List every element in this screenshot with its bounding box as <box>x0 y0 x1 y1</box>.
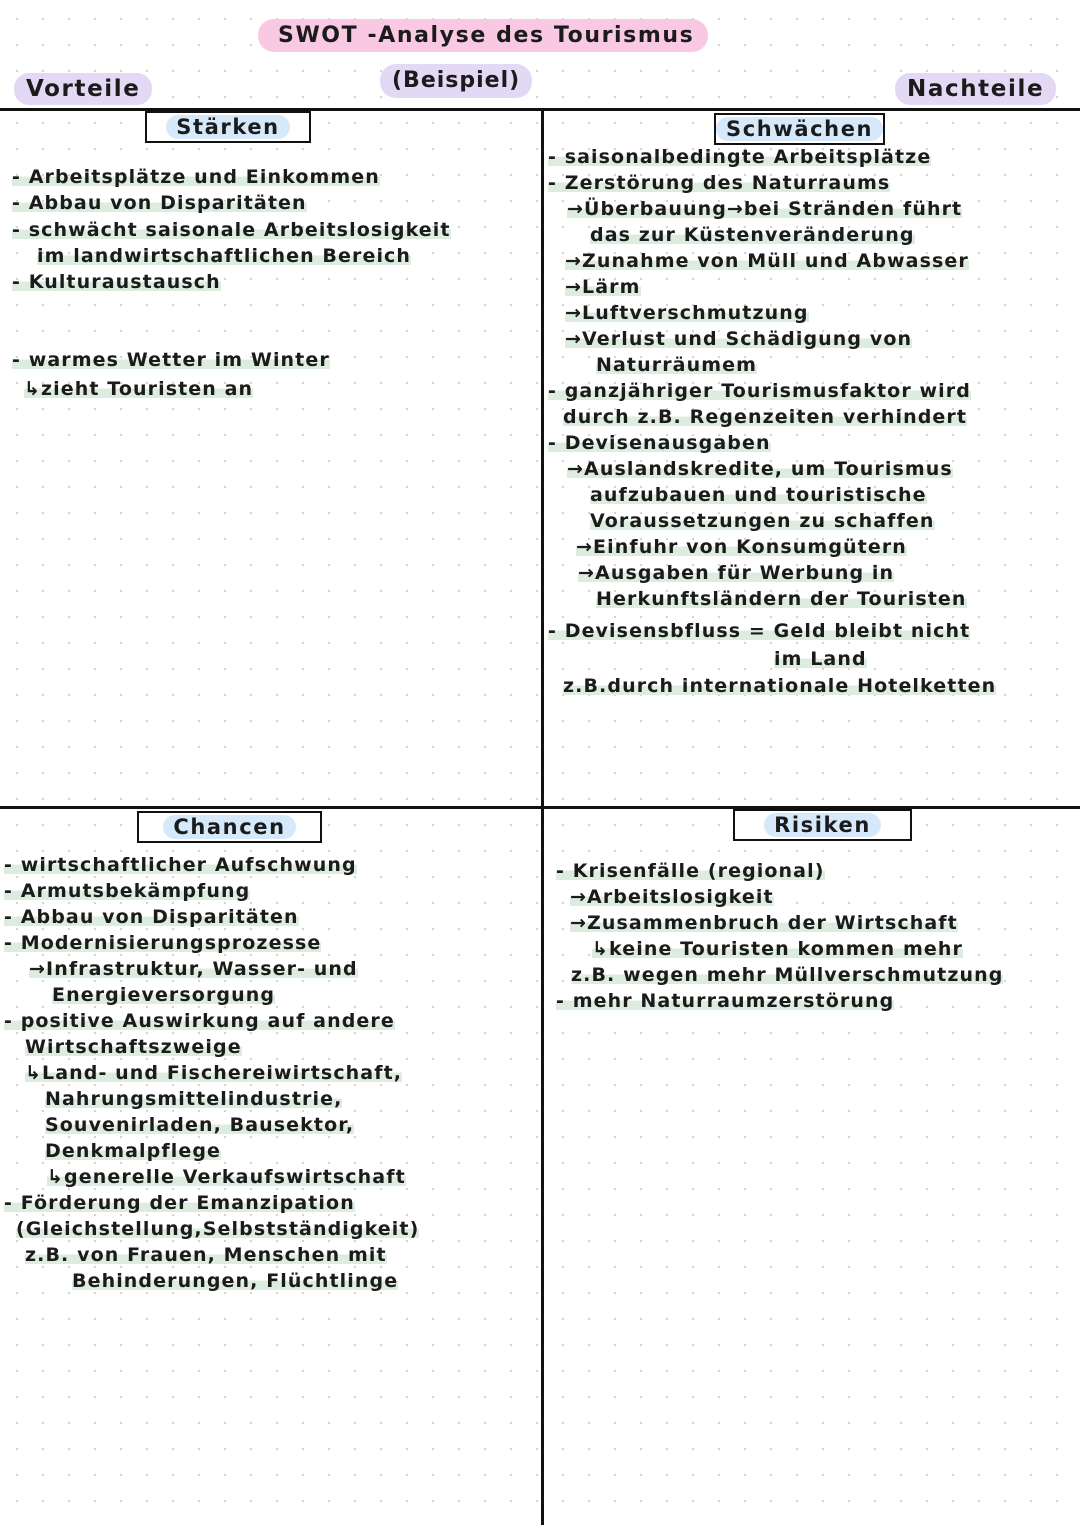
list-item: →Überbauung→bei Stränden führt <box>567 198 963 220</box>
list-item: das zur Küstenveränderung <box>590 224 915 246</box>
list-item: →Luftverschmutzung <box>565 302 809 324</box>
list-item: - mehr Naturraumzerstörung <box>556 990 895 1012</box>
threats-heading <box>733 809 912 841</box>
middle-divider <box>0 806 1080 809</box>
list-item: ↳Land- und Fischereiwirtschaft, <box>25 1062 403 1084</box>
list-item: - Abbau von Disparitäten <box>4 906 299 928</box>
list-item: Nahrungsmittelindustrie, <box>45 1088 343 1110</box>
list-item: Naturräumem <box>596 354 758 376</box>
list-item: - Kulturaustausch <box>12 271 221 293</box>
list-item: - schwächt saisonale Arbeitslosigkeit <box>12 219 451 241</box>
list-item: - positive Auswirkung auf andere <box>4 1010 395 1032</box>
list-item: Behinderungen, Flüchtlinge <box>72 1270 399 1292</box>
list-item: - Devisenausgaben <box>548 432 771 454</box>
strengths-heading-label: Stärken <box>166 115 290 139</box>
list-item: Energieversorgung <box>52 984 276 1006</box>
list-item: im landwirtschaftlichen Bereich <box>37 245 412 267</box>
disadvantages-label: Nachteile <box>895 73 1056 105</box>
opportunities-heading-label: Chancen <box>163 815 295 839</box>
list-item: Voraussetzungen zu schaffen <box>590 510 935 532</box>
page-subtitle: (Beispiel) <box>380 64 532 98</box>
list-item: (Gleichstellung,Selbstständigkeit) <box>16 1218 420 1240</box>
list-item: Wirtschaftszweige <box>25 1036 242 1058</box>
list-item: - Abbau von Disparitäten <box>12 192 307 214</box>
list-item: Herkunftsländern der Touristen <box>596 588 967 610</box>
weaknesses-heading-label: Schwächen <box>716 117 883 141</box>
list-item: z.B. wegen mehr Müllverschmutzung <box>571 964 1004 986</box>
threats-heading-label: Risiken <box>764 813 881 837</box>
list-item: - Zerstörung des Naturraums <box>548 172 891 194</box>
list-item: →Verlust und Schädigung von <box>565 328 913 350</box>
list-item: - Förderung der Emanzipation <box>4 1192 355 1214</box>
opportunities-heading <box>137 811 322 843</box>
vertical-divider <box>541 110 544 1525</box>
list-item: - Arbeitsplätze und Einkommen <box>12 166 380 188</box>
list-item: - Krisenfälle (regional) <box>556 860 825 882</box>
list-item: - Modernisierungsprozesse <box>4 932 322 954</box>
list-item: →Ausgaben für Werbung in <box>578 562 895 584</box>
list-item: - ganzjähriger Tourismusfaktor wird <box>548 380 971 402</box>
list-item: →Zunahme von Müll und Abwasser <box>565 250 969 272</box>
list-item: Souvenirladen, Bausektor, <box>45 1114 355 1136</box>
list-item: →Einfuhr von Konsumgütern <box>576 536 907 558</box>
list-item: z.B.durch internationale Hotelketten <box>563 675 997 697</box>
list-item: ↳keine Touristen kommen mehr <box>592 938 963 960</box>
list-item: - wirtschaftlicher Aufschwung <box>4 854 357 876</box>
list-item: - Armutsbekämpfung <box>4 880 251 902</box>
list-item: →Infrastruktur, Wasser- und <box>29 958 358 980</box>
page-title: SWOT -Analyse des Tourismus <box>258 19 708 52</box>
list-item: →Arbeitslosigkeit <box>570 886 774 908</box>
list-item: ↳generelle Verkaufswirtschaft <box>47 1166 406 1188</box>
list-item: →Lärm <box>565 276 641 298</box>
list-item: ↳zieht Touristen an <box>24 378 254 400</box>
weaknesses-heading <box>714 113 885 145</box>
list-item: →Zusammenbruch der Wirtschaft <box>570 912 958 934</box>
list-item: →Auslandskredite, um Tourismus <box>567 458 953 480</box>
list-item: - Devisensbfluss = Geld bleibt nicht <box>548 620 971 642</box>
list-item: - warmes Wetter im Winter <box>12 349 330 371</box>
list-item: durch z.B. Regenzeiten verhindert <box>563 406 968 428</box>
strengths-heading <box>145 111 311 143</box>
list-item: z.B. von Frauen, Menschen mit <box>25 1244 387 1266</box>
list-item: aufzubauen und touristische <box>590 484 927 506</box>
list-item: im Land <box>774 648 867 670</box>
list-item: Denkmalpflege <box>45 1140 222 1162</box>
list-item: - saisonalbedingte Arbeitsplätze <box>548 146 932 168</box>
advantages-label: Vorteile <box>14 73 152 105</box>
